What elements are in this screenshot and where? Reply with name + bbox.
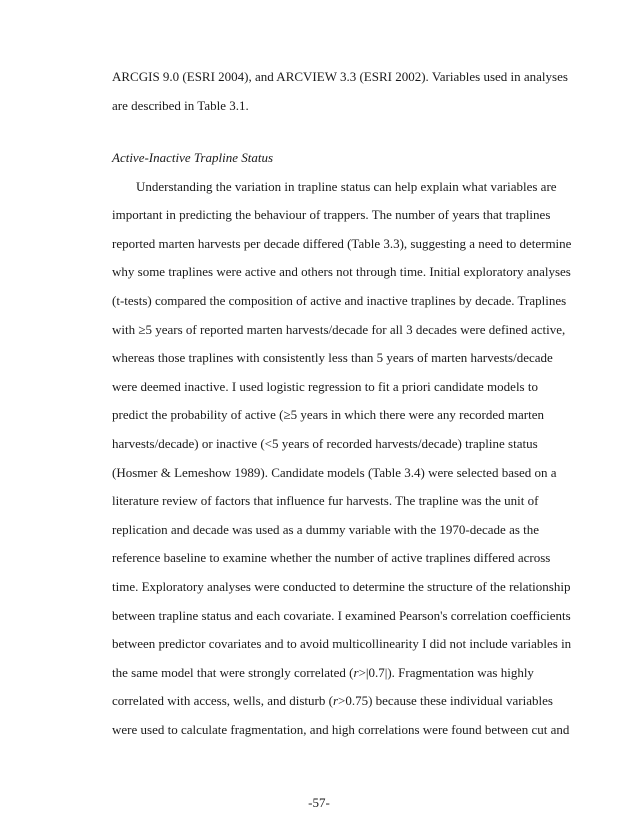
intro-paragraph — [112, 63, 568, 120]
text-line: (Hosmer & Lemeshow 1989). Candidate models (Table 3.4) were selected based on a — [112, 464, 557, 480]
page-number: -57- — [308, 795, 330, 810]
text-line: (t-tests) compared the composition of active and inactive traplines by decade. Traplines — [112, 292, 567, 308]
text-line: reference baseline to examine whether the number of active traplines differed across — [112, 550, 551, 566]
text-line: why some traplines were active and others not through time. Initial exploratory analyses — [112, 264, 571, 280]
text-line: between predictor covariates and to avoid multicollinearity I did not include variables in — [112, 636, 572, 652]
text-line: between trapline status and each covariate. I examined Pearson's correlation coefficients — [112, 607, 571, 623]
section-body — [112, 144, 572, 744]
text-line: Understanding the variation in trapline status can help explain what variables are — [136, 178, 557, 194]
text-line-correlation: the same model that were strongly correlated (r>|0.7|). Fragmentation was highly — [112, 664, 534, 680]
text-line: were used to calculate fragmentation, and high correlations were found between cut and — [112, 721, 570, 737]
text-line: predict the probability of active (≥5 years in which there were any recorded marten — [112, 407, 544, 423]
text-line: ARCGIS 9.0 (ESRI 2004), and ARCVIEW 3.3 (ESRI 2002). Variables used in analyses — [112, 69, 568, 84]
text-line: important in predicting the behaviour of trappers. The number of years that traplines — [112, 207, 551, 223]
text-line: harvests/decade) or inactive (<5 years of recorded harvests/decade) trapline status — [112, 435, 538, 451]
r-symbol: r — [353, 664, 359, 680]
r-symbol: r — [332, 693, 338, 709]
text-line-correlation: correlated with access, wells, and disturb (r>0.75) because these individual variables — [112, 693, 553, 709]
text-line: are described in Table 3.1. — [112, 97, 249, 113]
text-line: were deemed inactive. I used logistic regression to fit a priori candidate models to — [112, 378, 538, 394]
text-line: reported marten harvests per decade differed (Table 3.3), suggesting a need to determine — [112, 235, 572, 251]
section-heading: Active-Inactive Trapline Status — [112, 150, 274, 165]
text-line: whereas those traplines with consistently less than 5 years of marten harvests/decade — [112, 350, 553, 366]
text-line: literature review of factors that influence fur harvests. The trapline was the unit of — [112, 493, 539, 509]
text-line: with ≥5 years of reported marten harvests/decade for all 3 decades were defined active, — [112, 321, 566, 337]
text-line: time. Exploratory analyses were conducted to determine the structure of the relationship — [112, 578, 571, 594]
text-line: replication and decade was used as a dummy variable with the 1970-decade as the — [112, 521, 540, 537]
